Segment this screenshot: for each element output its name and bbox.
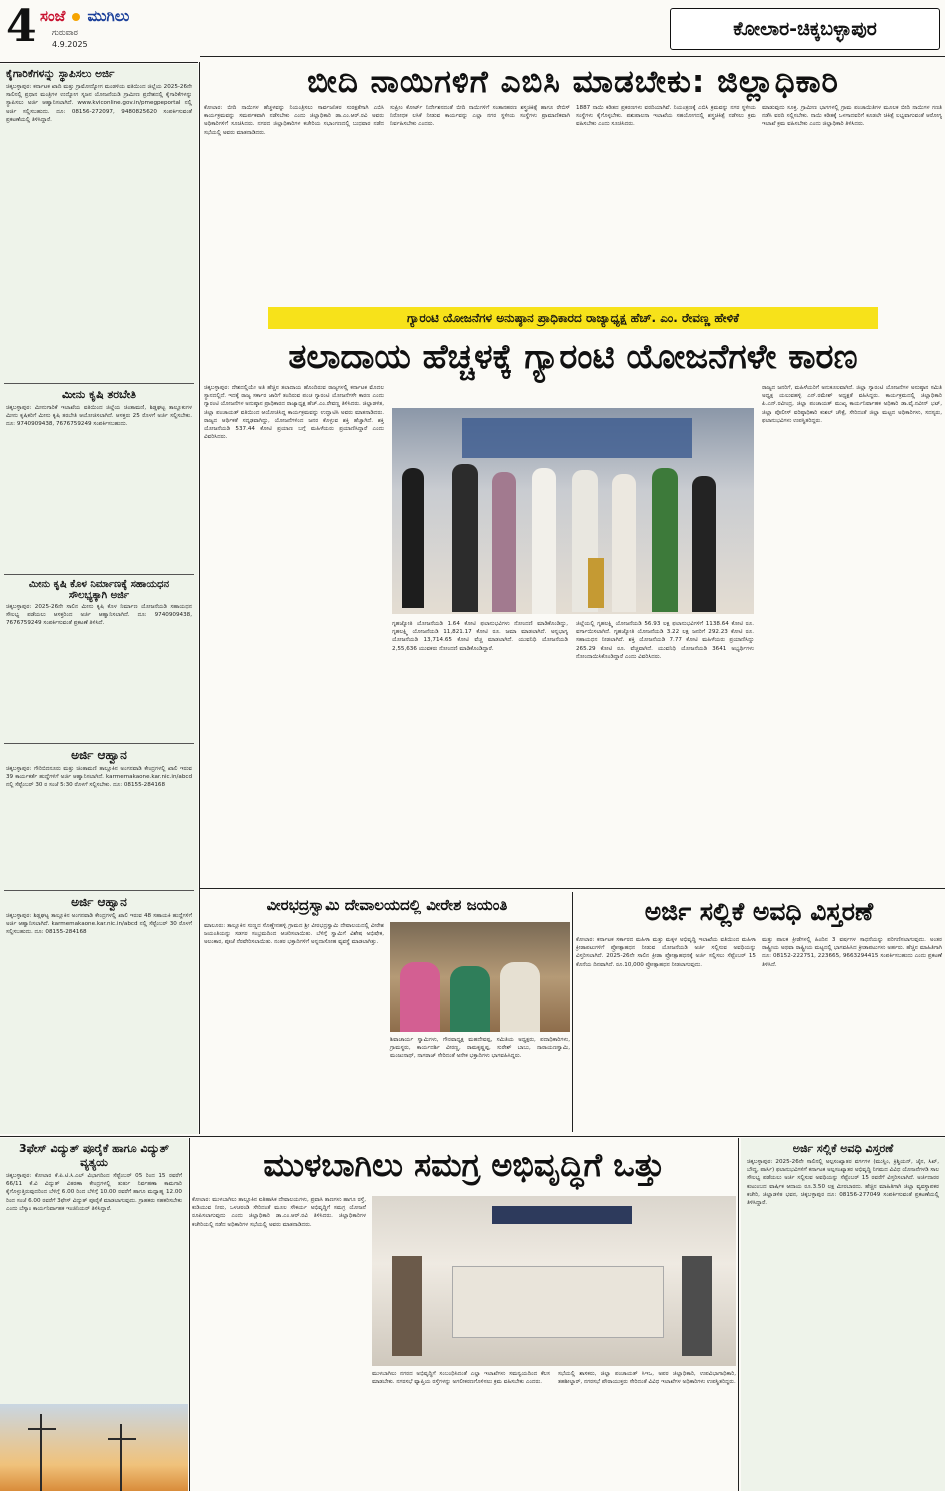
brief-heading: ಮೀನು ಕೃಷಿ ತರಬೇತಿ <box>4 383 194 404</box>
story-extension <box>576 892 942 1132</box>
meeting-photo <box>372 1196 736 1366</box>
headline: ವೀರಭದ್ರಸ್ವಾಮಿ ದೇವಾಲಯದಲ್ಲಿ ವೀರೇಶ ಜಯಂತಿ <box>266 896 508 914</box>
headline: ತಲಾದಾಯ ಹೆಚ್ಚಳಕ್ಕೆ ಗ್ಯಾರಂಟಿ ಯೋಜನೆಗಳೇ ಕಾರಣ <box>288 337 858 377</box>
event-photo <box>392 408 754 614</box>
headline: ಅರ್ಜಿ ಸಲ್ಲಿಕೆ ಅವಧಿ ವಿಸ್ತರಣೆ <box>792 1142 894 1155</box>
brief-body: ಚಿಕ್ಕಬಳ್ಳಾಪುರ: 2025-26ನೇ ಸಾಲಿನ ಮೀನು ಕೃಷಿ ಕೊಳ ನಿರ್ಮಾಣ ಯೋಜನೆಯಡಿ ಸಹಾಯಧನ ಸೌಲಭ್ಯ ಪಡೆಯಲು ಆಸಕ್ತರಿಂದ ಅರ್ಜಿ ಆಹ್ವಾನಿಸಲಾಗಿದೆ. ದೂ: 9740909438, 7676759249 ಸಂಪರ್ಕಿಸುವಂತೆ ಪ್ರಕಟಣೆ ತಿಳಿಸಿದೆ. <box>6 604 194 627</box>
headline: ಮುಳಬಾಗಿಲು ಸಮಗ್ರ ಅಭಿವೃದ್ಧಿಗೆ ಒತ್ತು <box>263 1146 665 1184</box>
kicker-banner: ಗ್ಯಾರಂಟಿ ಯೋಜನೆಗಳ ಅನುಷ್ಠಾನ ಪ್ರಾಧಿಕಾರದ ರಾಜ್ಯಾಧ್ಯಕ್ಷ ಹೆಚ್. ಎಂ. ರೇವಣ್ಣ ಹೇಳಿಕೆ <box>268 307 878 329</box>
brand-logo: ಸಂಜೆ ಮುಗಿಲು <box>40 7 130 25</box>
story-column: ಮಾಡುವುದು ಸೂಕ್ತ. ಗ್ರಾಮೀಣ ಭಾಗಗಳಲ್ಲಿ ಗ್ರಾಮ ಪಂಚಾಯಿತಿಗಳ ಮೂಲಕ ಬೀದಿ ನಾಯಿಗಳ ಗಣತಿ ನಡೆಸಿ ವರದಿ ಸಲ್ಲಿಸಬೇಕು. ನಾಯಿ ಕಡಿತಕ್ಕೆ ಒಳಗಾದವರಿಗೆ ಕೂಡಲೇ ಚಿಕಿತ್ಸೆ ಲಭ್ಯವಾಗುವಂತೆ ಆರೋಗ್ಯ ಇಲಾಖೆ ಕ್ರಮ ವಹಿಸಬೇಕು ಎಂದು ಜಿಲ್ಲಾಧಿಕಾರಿ ತಿಳಿಸಿದರು. <box>762 105 944 128</box>
power-tower-photo <box>0 1404 188 1491</box>
story-column: ಶಿವಾಚಾರ್ಯ ಸ್ವಾಮಿಗಳು, ಗೌರವಾಧ್ಯಕ್ಷ ಮಹದೇವಪ್ಪ, ಸಮಿತಿಯ ಅಧ್ಯಕ್ಷರು, ಪದಾಧಿಕಾರಿಗಳು, ಗ್ರಾಮಸ್ಥರು, ಕಾರ್ಯದರ್ಶಿ ವೀರಣ್ಣ, ರಾಮಕೃಷ್ಣಪ್ಪ, ಸುರೇಶ್ ಬಾಬು, ನಾರಾಯಣಸ್ವಾಮಿ, ಮಂಜುನಾಥ್, ನಾಗರಾಜ್ ಸೇರಿದಂತೆ ಅನೇಕ ಭಕ್ತಾದಿಗಳು ಭಾಗವಹಿಸಿದ್ದರು. <box>390 1037 572 1060</box>
story-veeresha <box>204 892 570 1132</box>
story-column: ಮಾಲೂರು: ತಾಲ್ಲೂಕಿನ ಸುಣ್ಣದ ಸೊಣ್ಣೇನಹಳ್ಳಿ ಗ್ರಾಮದ ಶ್ರೀ ವೀರಭದ್ರಸ್ವಾಮಿ ದೇವಾಲಯದಲ್ಲಿ ವೀರೇಶ ಜಯಂತಿಯನ್ನು ಸಡಗರ ಸಂಭ್ರಮದಿಂದ ಆಚರಿಸಲಾಯಿತು. ಬೆಳಿಗ್ಗೆ ಸ್ವಾಮಿಗೆ ವಿಶೇಷ ಅಭಿಷೇಕ, ಅಲಂಕಾರ, ಪೂಜೆ ನೆರವೇರಿಸಲಾಯಿತು. ನಂತರ ಭಕ್ತಾದಿಗಳಿಗೆ ಅನ್ನದಾಸೋಹ ವ್ಯವಸ್ಥೆ ಮಾಡಲಾಗಿತ್ತು. <box>204 923 386 946</box>
headline: 3ಫೇಸ್ ವಿದ್ಯುತ್ ಪೂರೈಕೆ ಹಾಗೂ ವಿದ್ಯುತ್ ವ್ಯತ್ಯಯ <box>18 1142 170 1169</box>
sun-icon <box>72 13 80 21</box>
story-guarantee <box>204 384 942 884</box>
temple-photo <box>390 922 570 1032</box>
weekday: ಗುರುವಾರ <box>52 28 78 37</box>
story-column: ಕೋಲಾರ: ಕರ್ನಾಟಕ ಸರ್ಕಾರದ ಮಹಿಳಾ ಮತ್ತು ಮಕ್ಕಳ ಅಭಿವೃದ್ಧಿ ಇಲಾಖೆಯ ವತಿಯಿಂದ ಮಹಿಳಾ ಕ್ರೀಡಾಪಟುಗಳಿಗೆ ಪ್ರೋತ್ಸಾಹಧನ ನೀಡುವ ಯೋಜನೆಯಡಿ ಅರ್ಜಿ ಸಲ್ಲಿಸುವ ಅವಧಿಯನ್ನು ವಿಸ್ತರಿಸಲಾಗಿದೆ. 2025-26ನೇ ಸಾಲಿನ ಕ್ರೀಡಾ ಪ್ರೋತ್ಸಾಹಧನಕ್ಕೆ ಅರ್ಜಿ ಸಲ್ಲಿಸಲು ಸೆಪ್ಟೆಂಬರ್ 15 ಕೊನೆಯ ದಿನವಾಗಿದೆ. ರೂ.10,000 ಪ್ರೋತ್ಸಾಹಧನ ನೀಡಲಾಗುವುದು. <box>576 937 758 968</box>
date: 4.9.2025 <box>52 40 88 49</box>
brief-body: ಚಿಕ್ಕಬಳ್ಳಾಪುರ: ಮೀನುಗಾರಿಕೆ ಇಲಾಖೆಯ ವತಿಯಿಂದ ಜಿಲ್ಲೆಯ ಚಿಂತಾಮಣಿ, ಶಿಡ್ಲಘಟ್ಟ ತಾಲ್ಲೂಕುಗಳ ಮೀನು ಕೃಷಿಕರಿಗೆ ಮೀನು ಕೃಷಿ ತರಬೇತಿ ಆಯೋಜಿಸಲಾಗಿದೆ. ಆಸಕ್ತರು 25 ರೊಳಗೆ ಅರ್ಜಿ ಸಲ್ಲಿಸಬೇಕು. ದೂ: 9740909438, 7676759249 ಸಂಪರ್ಕಿಸಬಹುದು. <box>6 405 194 428</box>
story-column: ಕೋಲಾರ: ಮುಳಬಾಗಿಲು ತಾಲ್ಲೂಕಿನ ಐತಿಹಾಸಿಕ ದೇವಾಲಯಗಳು, ಪ್ರವಾಸಿ ತಾಣಗಳು ಹಾಗೂ ರಸ್ತೆ, ಕುಡಿಯುವ ನೀರು, ಒಳಚರಂಡಿ ಸೇರಿದಂತೆ ಮೂಲ ಸೌಕರ್ಯ ಅಭಿವೃದ್ಧಿಗೆ ಸಮಗ್ರ ಯೋಜನೆ ರೂಪಿಸಲಾಗುವುದು ಎಂದು ಜಿಲ್ಲಾಧಿಕಾರಿ ಡಾ.ಎಂ.ಆರ್.ರವಿ ತಿಳಿಸಿದರು. ಜಿಲ್ಲಾಧಿಕಾರಿಗಳ ಕಚೇರಿಯಲ್ಲಿ ನಡೆದ ಅಧಿಕಾರಿಗಳ ಸಭೆಯಲ್ಲಿ ಅವರು ಮಾತನಾಡಿದರು. <box>192 1197 368 1228</box>
story-mulbagal <box>192 1138 736 1491</box>
headline: ಬೀದಿ ನಾಯಿಗಳಿಗೆ ಎಬಿಸಿ ಮಾಡಬೇಕು: ಜಿಲ್ಲಾಧಿಕಾರಿ <box>307 64 839 100</box>
story-column: ಸಭೆಯಲ್ಲಿ ಶಾಸಕರು, ಜಿಲ್ಲಾ ಪಂಚಾಯತ್ ಸಿಇಒ, ಅಪರ ಜಿಲ್ಲಾಧಿಕಾರಿ, ಉಪವಿಭಾಗಾಧಿಕಾರಿ, ತಹಶೀಲ್ದಾರ್, ನಗರಸಭೆ ಪೌರಾಯುಕ್ತರು ಸೇರಿದಂತೆ ವಿವಿಧ ಇಲಾಖೆಗಳ ಅಧಿಕಾರಿಗಳು ಉಪಸ್ಥಿತರಿದ್ದರು. <box>558 1371 738 1386</box>
story-column: 1887 ನಾಯಿ ಕಡಿತದ ಪ್ರಕರಣಗಳು ವರದಿಯಾಗಿವೆ. ನಿಯಂತ್ರಣಕ್ಕೆ ಎಬಿಸಿ ಕ್ರಮವನ್ನು ನಗರ ಸ್ಥಳೀಯ ಸಂಸ್ಥೆಗಳು ಕೈಗೊಳ್ಳಬೇಕು. ಪಶುಪಾಲನಾ ಇಲಾಖೆಯ ಸಹಯೋಗದಲ್ಲಿ ಶಸ್ತ್ರಚಿಕಿತ್ಸೆ ನಡೆಸಲು ಕ್ರಮ ವಹಿಸಬೇಕು ಎಂದು ಸೂಚಿಸಿದರು. <box>576 105 758 128</box>
left-column <box>0 64 198 1134</box>
story-column: ಮತ್ತು ಪಾಲಕ ಕ್ರೀಡೆಗಳಲ್ಲಿ ಹಿಂದಿನ 3 ವರ್ಷಗಳ ಸಾಧನೆಯನ್ನು ಪರಿಗಣಿಸಲಾಗುವುದು. ಅಂತರ ರಾಷ್ಟ್ರೀಯ ಅಥವಾ ರಾಷ್ಟ್ರೀಯ ಮಟ್ಟದಲ್ಲಿ ಭಾಗವಹಿಸಿದ ಕ್ರೀಡಾಪಟುಗಳು ಅರ್ಹರು. ಹೆಚ್ಚಿನ ಮಾಹಿತಿಗಾಗಿ ದೂ: 08152-222751, 223665, 9663294415 ಸಂಪರ್ಕಿಸಬಹುದು ಎಂದು ಪ್ರಕಟಣೆ ತಿಳಿಸಿದೆ. <box>762 937 944 968</box>
story-body: ಚಿಕ್ಕಬಳ್ಳಾಪುರ: ಕೋಲಾರ ಕೆ.ಪಿ.ಟಿ.ಸಿ.ಎಲ್ ವಿಭಾಗದಿಂದ ಸೆಪ್ಟೆಂಬರ್ 05 ರಿಂದ 15 ರವರೆಗೆ 66/11 ಕೆ.ವಿ ವಿದ್ಯುತ್ ವಿತರಣಾ ಕೇಂದ್ರಗಳಲ್ಲಿ ತುರ್ತು ನಿರ್ವಹಣಾ ಕಾಮಗಾರಿ ಕೈಗೊಳ್ಳುತ್ತಿರುವುದರಿಂದ ಬೆಳಿಗ್ಗೆ 6.00 ರಿಂದ ಬೆಳಿಗ್ಗೆ 10.00 ರವರೆಗೆ ಹಾಗೂ ಮಧ್ಯಾಹ್ನ 12.00 ರಿಂದ ಸಂಜೆ 6.00 ರವರೆಗೆ 3ಫೇಸ್ ವಿದ್ಯುತ್ ಪೂರೈಕೆ ಮಾಡಲಾಗುವುದು. ಗ್ರಾಹಕರು ಸಹಕರಿಸಬೇಕು ಎಂದು ಬೆಸ್ಕಾಂ ಕಾರ್ಯನಿರ್ವಾಹಕ ಇಂಜಿನಿಯರ್ ತಿಳಿಸಿದ್ದಾರೆ. <box>6 1173 184 1212</box>
story-power <box>0 1138 188 1491</box>
story-column: ಸುಪ್ರೀಂ ಕೋರ್ಟ್ ನಿರ್ದೇಶನದಂತೆ ಬೀದಿ ನಾಯಿಗಳಿಗೆ ಸಂತಾನಹರಣ ಶಸ್ತ್ರಚಿಕಿತ್ಸೆ ಹಾಗೂ ರೇಬಿಸ್ ನಿರೋಧಕ ಲಸಿಕೆ ನೀಡುವ ಕಾರ್ಯವನ್ನು ಎಲ್ಲಾ ನಗರ ಸ್ಥಳೀಯ ಸಂಸ್ಥೆಗಳು ಪ್ರಾಮಾಣಿಕವಾಗಿ ನಿರ್ವಹಿಸಬೇಕು ಎಂದರು. <box>390 105 572 128</box>
brief-body: ಚಿಕ್ಕಬಳ್ಳಾಪುರ: ಶಿಡ್ಲಘಟ್ಟ ತಾಲ್ಲೂಕಿನ ಅಂಗನವಾಡಿ ಕೇಂದ್ರಗಳಲ್ಲಿ ಖಾಲಿ ಇರುವ 48 ಸಹಾಯಕಿ ಹುದ್ದೆಗಳಿಗೆ ಅರ್ಜಿ ಆಹ್ವಾನಿಸಲಾಗಿದೆ. karmemakaone.kar.nic.in/abcd ನಲ್ಲಿ ಸೆಪ್ಟೆಂಬರ್ 30 ರೊಳಗೆ ಸಲ್ಲಿಸಬಹುದು. ದೂ: 08155-284168 <box>6 913 194 936</box>
story-column: ಚಿಕ್ಕಬಳ್ಳಾಪುರ: ದೇಶದಲ್ಲಿಯೇ ಅತಿ ಹೆಚ್ಚಿನ ತಲಾದಾಯ ಹೊಂದಿರುವ ರಾಜ್ಯಗಳಲ್ಲಿ ಕರ್ನಾಟಕ ಮೊದಲ ಸ್ಥಾನದಲ್ಲಿದೆ. ಇದಕ್ಕೆ ರಾಜ್ಯ ಸರ್ಕಾರ ಜಾರಿಗೆ ತಂದಿರುವ ಪಂಚ ಗ್ಯಾರಂಟಿ ಯೋಜನೆಗಳೇ ಕಾರಣ ಎಂದು ಗ್ಯಾರಂಟಿ ಯೋಜನೆಗಳ ಅನುಷ್ಠಾನ ಪ್ರಾಧಿಕಾರದ ರಾಜ್ಯಾಧ್ಯಕ್ಷ ಹೆಚ್.ಎಂ.ರೇವಣ್ಣ ತಿಳಿಸಿದರು. ಜಿಲ್ಲಾಡಳಿತ, ಜಿಲ್ಲಾ ಪಂಚಾಯತ್ ವತಿಯಿಂದ ಆಯೋಜಿಸಿದ್ದ ಕಾರ್ಯಕ್ರಮವನ್ನು ಉದ್ಘಾಟಿಸಿ ಅವರು ಮಾತನಾಡಿದರು. ರಾಜ್ಯದ ಆರ್ಥಿಕತೆ ಸದೃಢವಾಗಿದ್ದು, ಯೋಜನೆಗಳಿಂದ ಜನರ ಕೊಳ್ಳುವ ಶಕ್ತಿ ಹೆಚ್ಚಾಗಿದೆ. ಶಕ್ತಿ ಯೋಜನೆಯಡಿ 537.44 ಕೋಟಿ ಪ್ರಯಾಣ ಬಗ್ಗೆ ಮಹಿಳೆಯರು ಪ್ರಯಾಣಿಸಿದ್ದಾರೆ ಎಂದು ವಿವರಿಸಿದರು. <box>204 385 386 441</box>
story-column: ಜಿಲ್ಲೆಯಲ್ಲಿ ಗೃಹಲಕ್ಷ್ಮಿ ಯೋಜನೆಯಡಿ 56.93 ಲಕ್ಷ ಫಲಾನುಭವಿಗಳಿಗೆ 1138.64 ಕೋಟಿ ರೂ. ವರ್ಗಾಯಿಸಲಾಗಿದೆ. ಗೃಹಜ್ಯೋತಿ ಯೋಜನೆಯಡಿ 3.22 ಲಕ್ಷ ಜನರಿಗೆ 292.23 ಕೋಟಿ ರೂ. ಸಹಾಯಧನ ನೀಡಲಾಗಿದೆ. ಶಕ್ತಿ ಯೋಜನೆಯಡಿ 7.77 ಕೋಟಿ ಮಹಿಳೆಯರು ಪ್ರಯಾಣಿಸಿದ್ದು 265.29 ಕೋಟಿ ರೂ. ವೆಚ್ಚವಾಗಿದೆ. ಯುವನಿಧಿ ಯೋಜನೆಯಡಿ 3641 ಅಭ್ಯರ್ಥಿಗಳು ನೋಂದಾಯಿಸಿಕೊಂಡಿದ್ದಾರೆ ಎಂದು ವಿವರಿಸಿದರು. <box>576 621 756 660</box>
masthead <box>0 0 945 60</box>
story-column: ಮುಳಬಾಗಿಲು ನಗರದ ಅಭಿವೃದ್ಧಿಗೆ ಸಂಬಂಧಿಸಿದಂತೆ ಎಲ್ಲಾ ಇಲಾಖೆಗಳು ಸಮನ್ವಯದಿಂದ ಕೆಲಸ ಮಾಡಬೇಕು. ನಗರಸಭೆ ವ್ಯಾಪ್ತಿಯ ರಸ್ತೆಗಳನ್ನು ಅಗಲೀಕರಣಗೊಳಿಸಲು ಕ್ರಮ ವಹಿಸಬೇಕು ಎಂದರು. <box>372 1371 552 1386</box>
page-number: 4 <box>6 1 37 52</box>
brief-body: ಚಿಕ್ಕಬಳ್ಳಾಪುರ: ಕರ್ನಾಟಕ ಖಾದಿ ಮತ್ತು ಗ್ರಾಮೋದ್ಯೋಗ ಮಂಡಳಿಯ ವತಿಯಿಂದ ಜಿಲ್ಲೆಯ 2025-26ನೇ ಸಾಲಿನಲ್ಲಿ ಪ್ರಧಾನ ಮಂತ್ರಿಗಳ ಉದ್ಯೋಗ ಸೃಜನ ಯೋಜನೆಯಡಿ ಗ್ರಾಮೀಣ ಪ್ರದೇಶದಲ್ಲಿ ಕೈಗಾರಿಕೆಗಳನ್ನು ಸ್ಥಾಪಿಸಲು ಅರ್ಜಿ ಆಹ್ವಾನಿಸಲಾಗಿದೆ. www.kviconline.gov.in/pmegpeportal ನಲ್ಲಿ ಅರ್ಜಿ ಸಲ್ಲಿಸಬಹುದು. ದೂ: 08156-272097, 9480825620 ಸಂಪರ್ಕಿಸುವಂತೆ ಪ್ರಕಟಣೆಯಲ್ಲಿ ತಿಳಿಸಿದ್ದಾರೆ. <box>6 84 194 123</box>
brief-heading: ಕೈಗಾರಿಕೆಗಳನ್ನು ಸ್ಥಾಪಿಸಲು ಅರ್ಜಿ <box>6 68 115 80</box>
story-column: ಗೃಹಜ್ಯೋತಿ ಯೋಜನೆಯಡಿ 1.64 ಕೋಟಿ ಫಲಾನುಭವಿಗಳು ನೋಂದಣಿ ಮಾಡಿಕೊಂಡಿದ್ದು, ಗೃಹಲಕ್ಷ್ಮಿ ಯೋಜನೆಯಡಿ 11,821.17 ಕೋಟಿ ರೂ. ಜಮಾ ಮಾಡಲಾಗಿದೆ. ಅನ್ನಭಾಗ್ಯ ಯೋಜನೆಯಡಿ 13,714.65 ಕೋಟಿ ವೆಚ್ಚ ಮಾಡಲಾಗಿದೆ. ಯುವನಿಧಿ ಯೋಜನೆಯಡಿ 2,55,636 ಯುವಕರು ನೋಂದಣಿ ಮಾಡಿಕೊಂಡಿದ್ದಾರೆ. <box>392 621 570 652</box>
headline: ಅರ್ಜಿ ಸಲ್ಲಿಕೆ ಅವಧಿ ವಿಸ್ತರಣೆ <box>644 897 874 926</box>
story-column: ರಾಜ್ಯದ ಜನರಿಗೆ, ಮಹಿಳೆಯರಿಗೆ ಅನುಕೂಲವಾಗಿದೆ. ಜಿಲ್ಲಾ ಗ್ಯಾರಂಟಿ ಯೋಜನೆಗಳ ಅನುಷ್ಠಾನ ಸಮಿತಿ ಅಧ್ಯಕ್ಷ ಯಲುವಹಳ್ಳಿ ಎನ್.ರಮೇಶ್ ಅಧ್ಯಕ್ಷತೆ ವಹಿಸಿದ್ದರು. ಕಾರ್ಯಕ್ರಮದಲ್ಲಿ ಜಿಲ್ಲಾಧಿಕಾರಿ ಪಿ.ಎನ್.ರವೀಂದ್ರ, ಜಿಲ್ಲಾ ಪಂಚಾಯತ್ ಮುಖ್ಯ ಕಾರ್ಯನಿರ್ವಾಹಕ ಅಧಿಕಾರಿ ಡಾ.ವೈ.ನವೀನ್ ಭಟ್, ಜಿಲ್ಲಾ ಪೊಲೀಸ್ ವರಿಷ್ಠಾಧಿಕಾರಿ ಕುಶಲ್ ಚೌಕ್ಸೆ, ಸೇರಿದಂತೆ ಜಿಲ್ಲಾ ಮಟ್ಟದ ಅಧಿಕಾರಿಗಳು, ಸದಸ್ಯರು, ಫಲಾನುಭವಿಗಳು ಉಪಸ್ಥಿತರಿದ್ದರು. <box>762 385 944 424</box>
brief-heading: ಅರ್ಜಿ ಆಹ್ವಾನ <box>4 890 194 912</box>
story-body: ಚಿಕ್ಕಬಳ್ಳಾಪುರ: 2025-26ನೇ ಸಾಲಿನಲ್ಲಿ ಅಲ್ಪಸಂಖ್ಯಾತರ ವರ್ಗಗಳ (ಮುಸ್ಲಿಂ, ಕ್ರಿಶ್ಚಿಯನ್, ಜೈನ, ಸಿಖ್, ಬೌದ್ಧ, ಪಾರ್ಸಿ) ಫಲಾನುಭವಿಗಳಿಗೆ ಕರ್ನಾಟಕ ಅಲ್ಪಸಂಖ್ಯಾತರ ಅಭಿವೃದ್ಧಿ ನಿಗಮದ ವಿವಿಧ ಯೋಜನೆಗಳಡಿ ಸಾಲ ಸೌಲಭ್ಯ ಪಡೆಯಲು ಅರ್ಜಿ ಸಲ್ಲಿಸುವ ಅವಧಿಯನ್ನು ಸೆಪ್ಟೆಂಬರ್ 15 ರವರೆಗೆ ವಿಸ್ತರಿಸಲಾಗಿದೆ. ಅರ್ಜಿದಾರರ ಕುಟುಂಬದ ವಾರ್ಷಿಕ ಆದಾಯ ರೂ.3.50 ಲಕ್ಷ ಮೀರಬಾರದು. ಹೆಚ್ಚಿನ ಮಾಹಿತಿಗಾಗಿ ಜಿಲ್ಲಾ ವ್ಯವಸ್ಥಾಪಕರ ಕಚೇರಿ, ಜಿಲ್ಲಾಡಳಿತ ಭವನ, ಚಿಕ್ಕಬಳ್ಳಾಪುರ ದೂ: 08156-277049 ಸಂಪರ್ಕಿಸುವಂತೆ ಪ್ರಕಟಣೆಯಲ್ಲಿ ತಿಳಿಸಿದ್ದಾರೆ. <box>747 1159 941 1207</box>
brief-body: ಚಿಕ್ಕಬಳ್ಳಾಪುರ: ಗೌರಿಬಿದನೂರು ಮತ್ತು ಚಿಂತಾಮಣಿ ತಾಲ್ಲೂಕಿನ ಅಂಗನವಾಡಿ ಕೇಂದ್ರಗಳಲ್ಲಿ ಖಾಲಿ ಇರುವ 39 ಕಾರ್ಯಕರ್ತೆ ಹುದ್ದೆಗಳಿಗೆ ಅರ್ಜಿ ಆಹ್ವಾನಿಸಲಾಗಿದೆ. karmemakaone.kar.nic.in/abcd ನಲ್ಲಿ ಸೆಪ್ಟೆಂಬರ್ 30 ರ ಸಂಜೆ 5:30 ರೊಳಗೆ ಸಲ್ಲಿಸಬೇಕು. ದೂ: 08155-284168 <box>6 766 194 789</box>
brief-heading: ಅರ್ಜಿ ಆಹ್ವಾನ <box>4 743 194 765</box>
brief-heading: ಮೀನು ಕೃಷಿ ಕೊಳ ನಿರ್ಮಾಣಕ್ಕೆ ಸಹಾಯಧನ ಸೌಲಭ್ಯಕ್ಕಾಗಿ ಅರ್ಜಿ <box>4 574 194 603</box>
story-stray-dogs <box>204 62 942 305</box>
story-column: ಕೋಲಾರ: ಬೀದಿ ನಾಯಿಗಳ ಹೆಚ್ಚಳವನ್ನು ನಿಯಂತ್ರಿಸಲು ಸಾರ್ವಜನಿಕರ ಸುರಕ್ಷತೆಗಾಗಿ ಎಬಿಸಿ ಕಾರ್ಯಕ್ರಮವನ್ನು ಸಮರ್ಪಕವಾಗಿ ನಡೆಸಬೇಕು ಎಂದು ಜಿಲ್ಲಾಧಿಕಾರಿ ಡಾ.ಎಂ.ಆರ್.ರವಿ ಅವರು ಅಧಿಕಾರಿಗಳಿಗೆ ಸೂಚಿಸಿದರು. ನಗರದ ಜಿಲ್ಲಾಧಿಕಾರಿಗಳ ಕಚೇರಿಯ ಸಭಾಂಗಣದಲ್ಲಿ ಬುಧವಾರ ನಡೆದ ಸಭೆಯಲ್ಲಿ ಅವರು ಮಾತನಾಡಿದರು. <box>204 105 386 136</box>
section-tag: ಕೋಲಾರ-ಚಿಕ್ಕಬಳ್ಳಾಪುರ <box>670 8 940 50</box>
story-minority-loans <box>741 1138 945 1491</box>
